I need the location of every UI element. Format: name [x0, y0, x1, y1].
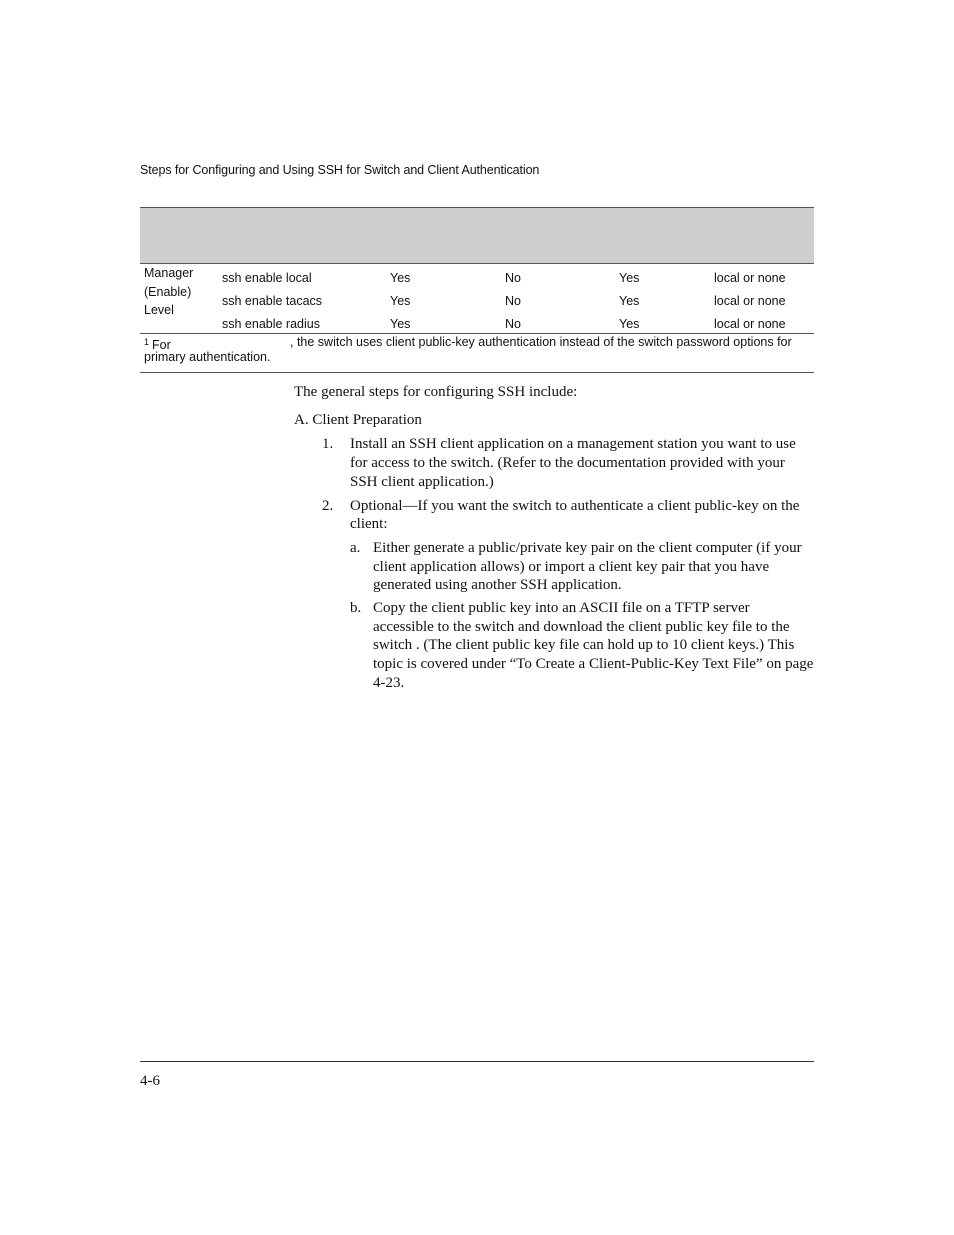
table-header-band — [140, 207, 814, 264]
footnote-text: , the switch uses client public-key authentication instead of the switch password options for — [290, 335, 792, 349]
step-2 — [294, 497, 814, 534]
substep-text: Copy the client public key into an ASCII file on a TFTP server accessible to the switch and download the client public key file to the switch . (The client public key file can hold up to 10 client keys.) This topic is covered under “To Create a Client-Public-Key Text File” on page 4-23. — [373, 600, 814, 691]
body-text — [294, 383, 814, 697]
step-1 — [294, 435, 814, 491]
ssh-options-table — [140, 207, 814, 373]
footnote-marker: 1 — [144, 337, 150, 347]
table-footnote — [140, 333, 814, 373]
substep-a — [294, 539, 814, 595]
table-cell: No — [505, 294, 521, 308]
table-row — [140, 271, 814, 294]
table-cell: Yes — [619, 271, 640, 285]
footnote-lead-text: For — [152, 338, 171, 352]
step-text: Install an SSH client application on a management station you want to use for access to the switch. (Refer to the documentation provided with your SSH client application.) — [350, 436, 796, 490]
table-cell: local or none — [714, 294, 786, 308]
table-cell: Yes — [619, 317, 640, 331]
table-cell: Yes — [390, 294, 411, 308]
command-cell: ssh enable local — [222, 271, 312, 285]
step-number: 2. — [322, 497, 334, 514]
table-row — [140, 294, 814, 317]
command-cell: ssh enable tacacs — [222, 294, 323, 308]
substep-b — [294, 599, 814, 693]
table-cell: No — [505, 271, 521, 285]
table-cell: local or none — [714, 271, 786, 285]
table-body — [140, 264, 814, 333]
substep-letter: b. — [350, 600, 362, 617]
table-cell: Yes — [390, 317, 411, 331]
command-cell: ssh enable radius — [222, 317, 320, 331]
table-cell: Yes — [390, 271, 411, 285]
access-level-line: Manager — [144, 266, 194, 280]
footer-rule — [140, 1061, 814, 1062]
section-heading-client-preparation: A. Client Preparation — [294, 411, 422, 428]
substep-letter: a. — [350, 539, 361, 556]
running-header: Steps for Configuring and Using SSH for Switch and Client Authentication — [140, 163, 540, 177]
page-number: 4-6 — [140, 1073, 160, 1089]
intro-paragraph: The general steps for configuring SSH include: — [294, 384, 578, 400]
access-level-line: (Enable) — [144, 284, 192, 299]
step-number: 1. — [322, 436, 334, 453]
table-cell: Yes — [619, 294, 640, 308]
footnote-text-line2: primary authentication. — [144, 350, 271, 364]
table-cell: local or none — [714, 317, 786, 331]
substep-text: Either generate a public/private key pair on the client computer (if your client application allows) or import a client key pair that you have generated using another SSH application. — [373, 539, 802, 594]
step-text: Optional—If you want the switch to authenticate a client public-key on the client: — [350, 497, 800, 533]
access-level-line: Level — [144, 303, 174, 317]
table-cell: No — [505, 317, 521, 331]
